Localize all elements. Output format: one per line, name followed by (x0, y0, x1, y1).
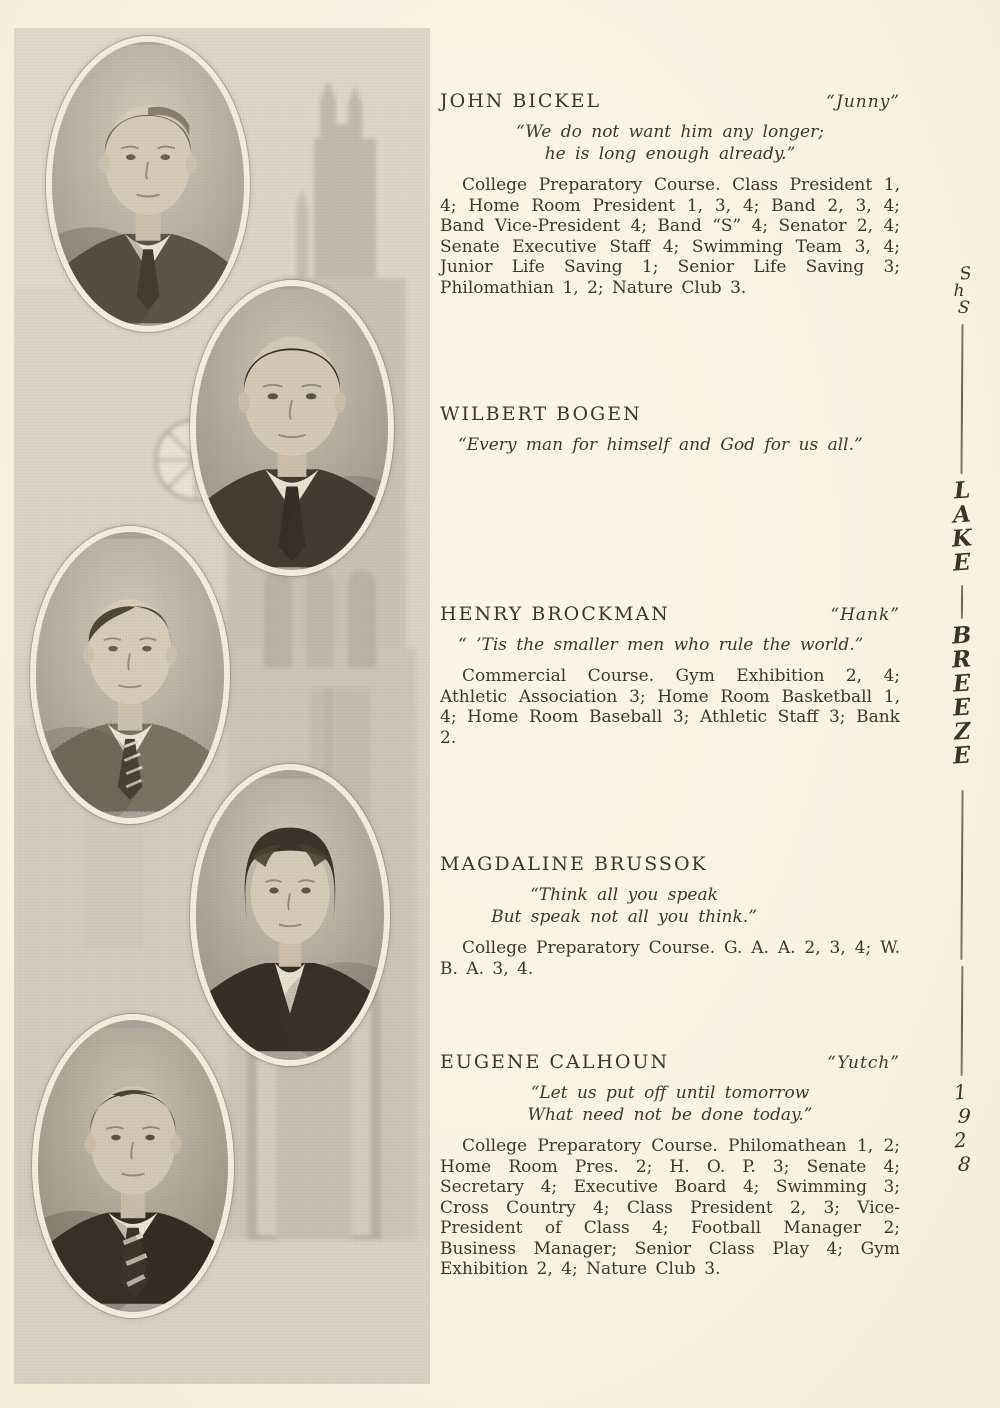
portrait-john-bickel-image (52, 42, 244, 326)
student-activities: College Preparatory Course. Class President 1, 4; Home Room President 1, 3, 4; Band 2, 3, 4; Band Vice-President 4; Band “S” 4; Senator 2, 4; Senate Executive Staff 4; Swimming Team 3, 4; Junior Life Saving 1; Senior Life Saving 3; Philomathian 1, 2; Nature Club 3. (440, 175, 900, 298)
quote-line: “Every man for himself and God for us all.” (458, 435, 863, 455)
entry-magdaline-brussok (440, 853, 900, 979)
student-activities: Commercial Course. Gym Exhibition 2, 4; Athletic Association 3; Home Room Basketball 1, 4; Home Room Baseball 3; Athletic Staff 3; Bank 2. (440, 666, 900, 748)
student-quote (440, 121, 900, 165)
portrait-wilbert-bogen-image (196, 286, 388, 570)
entry-eugene-calhoun (440, 1051, 900, 1280)
portrait-henry-brockman (30, 526, 230, 824)
ornament-rule (961, 966, 964, 1076)
portrait-eugene-calhoun-image (38, 1020, 228, 1312)
student-nickname: “Hank” (830, 605, 900, 625)
student-quote (440, 434, 900, 456)
ornament-rule (961, 585, 963, 619)
quote-line: “Let us put off until tomorrow (530, 1083, 810, 1103)
entry-header (440, 90, 900, 112)
ornament-rule (960, 324, 963, 474)
student-quote (440, 1082, 900, 1126)
entry-wilbert-bogen (440, 403, 900, 456)
year-digit: 2 (952, 1127, 968, 1153)
student-name: EUGENE CALHOUN (440, 1051, 670, 1073)
title-letter: A (952, 500, 972, 529)
lake-vertical-title (936, 476, 988, 577)
shs-monogram (936, 263, 988, 319)
year-1928 (936, 1080, 988, 1176)
title-letter: E (952, 693, 972, 722)
student-name: HENRY BROCKMAN (440, 603, 670, 625)
student-quote (440, 634, 900, 656)
student-quote (440, 884, 808, 928)
monogram-letter: h (953, 281, 965, 301)
portrait-john-bickel (46, 36, 250, 332)
student-nickname: “Junny” (825, 92, 900, 112)
student-name: MAGDALINE BRUSSOK (440, 853, 708, 875)
photo-collage (14, 28, 430, 1384)
title-letter: E (952, 669, 972, 698)
monogram-letter: S (958, 263, 974, 285)
quote-line: But speak not all you think.” (491, 907, 757, 927)
decorative-sidebar (936, 0, 988, 1408)
quote-line: “Think all you speak (530, 885, 718, 905)
title-letter: E (952, 741, 972, 770)
portrait-magdaline-brussok (190, 764, 390, 1066)
monogram-letter: S (957, 297, 971, 319)
quote-line: “We do not want him any longer; (516, 122, 824, 142)
entry-header (440, 1051, 900, 1073)
student-name: JOHN BICKEL (440, 90, 602, 112)
ornament-rule (960, 790, 963, 960)
entry-henry-brockman (440, 603, 900, 748)
student-nickname: “Yutch” (827, 1053, 900, 1073)
portrait-magdaline-brussok-image (196, 770, 384, 1060)
portrait-henry-brockman-image (36, 532, 224, 818)
year-digit: 8 (956, 1151, 972, 1177)
year-digit: 1 (952, 1079, 968, 1105)
quote-line: “ ’Tis the smaller men who rule the world.” (458, 635, 864, 655)
title-letter: K (951, 524, 973, 553)
student-activities: College Preparatory Course. G. A. A. 2, 3, 4; W. B. A. 3, 4. (440, 938, 900, 979)
title-letter: E (952, 548, 972, 577)
portrait-eugene-calhoun (32, 1014, 234, 1318)
year-digit: 9 (956, 1103, 972, 1129)
quote-line: he is long enough already.” (544, 144, 796, 164)
entry-john-bickel (440, 90, 900, 298)
entry-header (440, 403, 900, 425)
student-activities: College Preparatory Course. Philomathean 1, 2; Home Room Pres. 2; H. O. P. 3; Senate 4; Secretary 4; Executive Board 4; Swimming 3; Cross Country 4; Class President 2, 3; Vice-President of Class 4; Football Manager 2; Business Manager; Senior Class Play 4; Gym Exhibition 2, 4; Nature Club 3. (440, 1136, 900, 1279)
entry-header (440, 853, 900, 875)
portrait-wilbert-bogen (190, 280, 394, 576)
student-name: WILBERT BOGEN (440, 403, 642, 425)
title-letter: Z (952, 717, 972, 746)
title-letter: B (951, 621, 973, 650)
title-letter: R (951, 645, 973, 674)
quote-line: What need not be done today.” (527, 1105, 813, 1125)
breeze-vertical-title (936, 621, 988, 770)
entry-header (440, 603, 900, 625)
title-letter: L (952, 476, 971, 505)
